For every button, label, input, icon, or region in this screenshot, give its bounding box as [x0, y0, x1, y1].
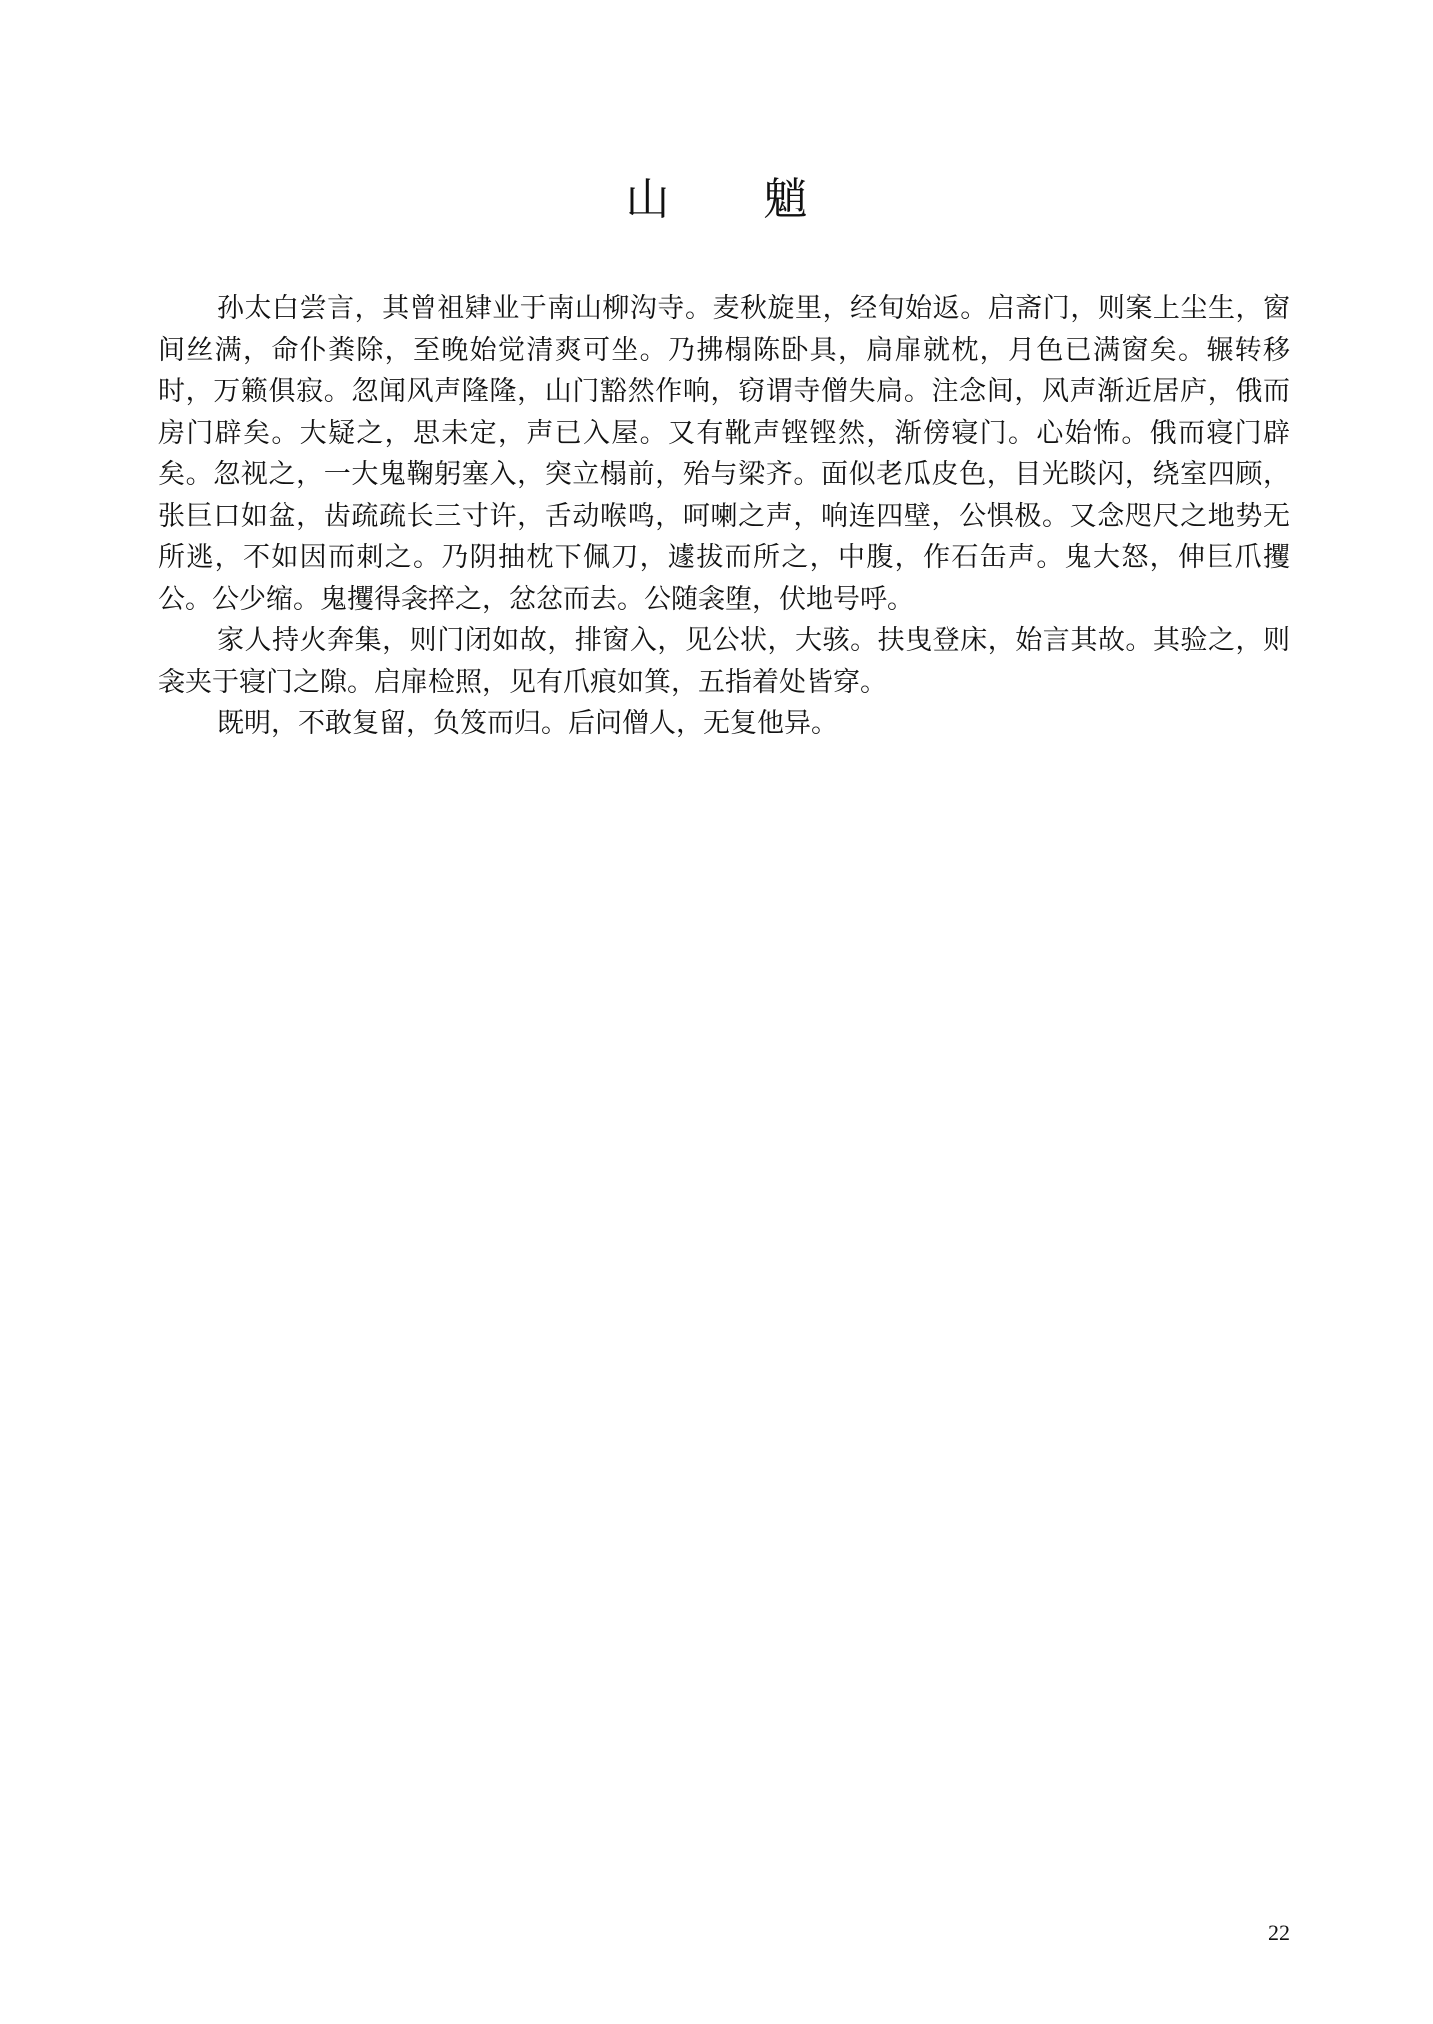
paragraph-2: 家人持火奔集，则门闭如故，排窗入，见公状，大骇。扶曳登床，始言其故。其验之，则衾夹于寝门之隙。启扉检照，见有爪痕如箕，五指着处皆穿。 — [158, 625, 1290, 698]
page-title: 山 魈 — [625, 174, 848, 225]
paragraph-1: 孙太白尝言，其曾祖肄业于南山柳沟寺。麦秋旋里，经旬始返。启斋门，则案上尘生，窗间丝满，命仆粪除，至晚始觉清爽可坐。乃拂榻陈卧具，扃扉就枕，月色已满窗矣。辗转移时，万籁俱寂。忽闻风声隆隆，山门豁然作响，窃谓寺僧失扃。注念间，风声渐近居庐，俄而房门辟矣。大疑之，思未定，声已入屋。又有靴声铿铿然，渐傍寝门。心始怖。俄而寝门辟矣。忽视之，一大鬼鞠躬塞入，突立榻前，殆与梁齐。面似老瓜皮色，目光睒闪，绕室四顾，张巨口如盆，齿疏疏长三寸许，舌动喉鸣，呵喇之声，响连四壁，公惧极。又念咫尺之地势无所逃，不如因而刺之。乃阴抽枕下佩刀，遽拔而所之，中腹，作石缶声。鬼大怒，伸巨爪攫公。公少缩。鬼攫得衾捽之，忿忿而去。公随衾堕，伏地号呼。 — [158, 293, 1290, 615]
page-number: 22 — [1268, 1920, 1290, 1945]
paragraph-3: 既明，不敢复留，负笈而归。后问僧人，无复他异。 — [217, 708, 838, 739]
body-text — [158, 288, 1290, 745]
